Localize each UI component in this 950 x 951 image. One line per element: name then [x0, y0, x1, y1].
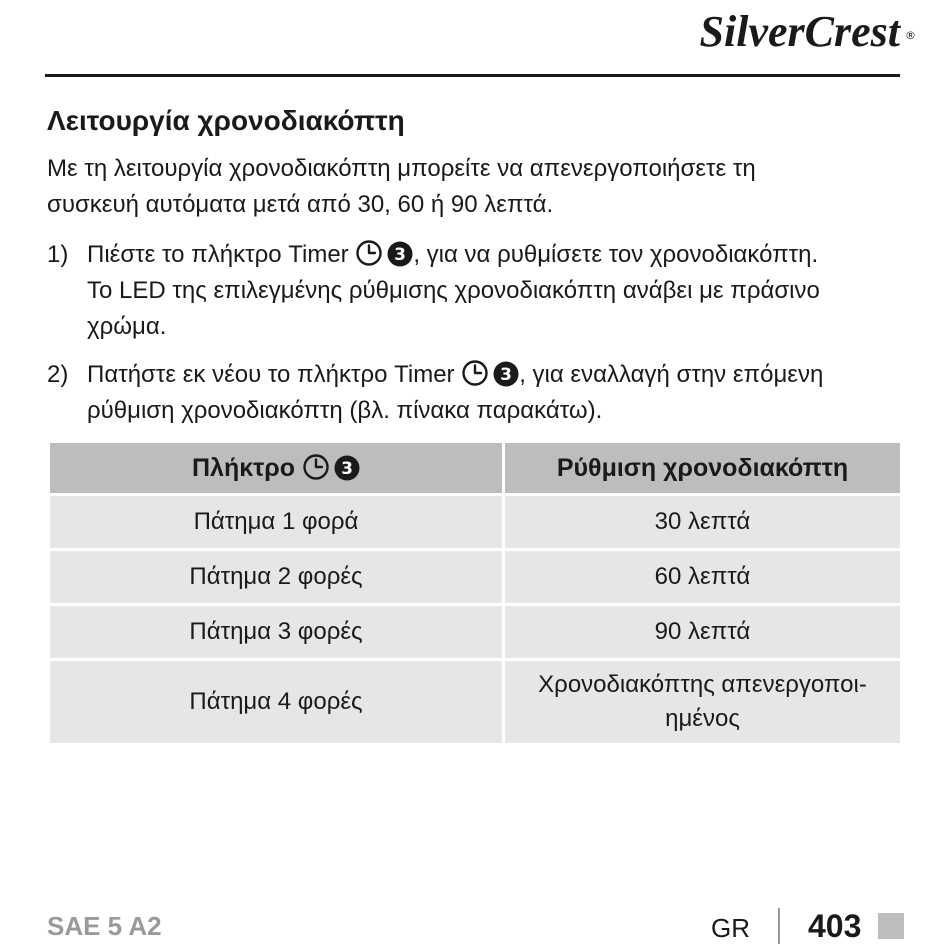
number-3-badge-icon [334, 455, 360, 481]
press-cell: Πάτημα 4 φορές [50, 661, 502, 743]
setting-cell: 60 λεπτά [505, 551, 900, 603]
footer-model: SAE 5 A2 [47, 911, 162, 941]
setting-cell [505, 661, 900, 743]
step-line: Το LED της επιλεγμένης ρύθμισης χρονοδιακόπτη ανάβει με πράσινο [87, 277, 820, 304]
step-text: , για εναλλαγή στην επόμενη [519, 361, 824, 388]
table-row [50, 496, 900, 548]
registered-mark: ® [905, 29, 916, 42]
footer-square-marker [878, 913, 904, 939]
footer-separator [778, 908, 780, 944]
number-3-badge-icon [387, 241, 413, 267]
step-text: Πιέστε το πλήκτρο Timer [87, 241, 356, 268]
intro-line-1: Με τη λειτουργία χρονοδιακόπτη μπορείτε να απενεργοποιήσετε τη [47, 155, 756, 182]
step-text: , για να ρυθμίσετε τον χρονοδιακόπτη. [413, 241, 819, 268]
table-header-row [50, 443, 900, 493]
setting-line-2: ημένος [665, 705, 740, 732]
table-header-setting: Ρύθμιση χρονοδιακόπτη [505, 443, 900, 493]
table-row [50, 661, 900, 743]
press-cell: Πάτημα 1 φορά [50, 496, 502, 548]
page-number: 403 [808, 908, 862, 944]
intro-line-2: συσκευή αυτόματα μετά από 30, 60 ή 90 λεπτά. [47, 191, 554, 218]
table-row [50, 551, 900, 603]
timer-settings-table [47, 440, 903, 746]
badge-number: 3 [341, 459, 353, 479]
setting-line-1: Χρονοδιακόπτης απενεργοποι- [538, 671, 867, 698]
clock-icon [302, 453, 330, 481]
step-2 [47, 357, 907, 429]
number-3-badge-icon [493, 361, 519, 387]
section-title: Λειτουργία χρονοδιακόπτη [47, 105, 405, 136]
intro-paragraph [47, 151, 907, 223]
step-line [47, 237, 907, 273]
brand-logo [699, 6, 916, 58]
step-text: Πατήστε εκ νέου το πλήκτρο Timer [87, 361, 462, 388]
badge-number: 3 [394, 245, 407, 265]
setting-cell: 90 λεπτά [505, 606, 900, 658]
press-cell: Πάτημα 3 φορές [50, 606, 502, 658]
step-1 [47, 237, 907, 345]
footer-language: GR [711, 913, 750, 943]
header-label: Πλήκτρο [191, 454, 302, 482]
step-line: ρύθμιση χρονοδιακόπτη (βλ. πίνακα παρακάτω). [87, 397, 603, 424]
step-number: 1) [47, 241, 69, 268]
setting-cell: 30 λεπτά [505, 496, 900, 548]
table-header-button [50, 443, 502, 493]
press-cell: Πάτημα 2 φορές [50, 551, 502, 603]
step-line [47, 357, 907, 393]
header-divider [45, 74, 900, 77]
clock-icon [461, 359, 489, 387]
step-number: 2) [47, 361, 69, 388]
brand-name: SilverCrest [699, 7, 900, 56]
badge-number: 3 [500, 365, 513, 385]
step-line: χρώμα. [87, 313, 167, 340]
table-row [50, 606, 900, 658]
clock-icon [355, 239, 383, 267]
